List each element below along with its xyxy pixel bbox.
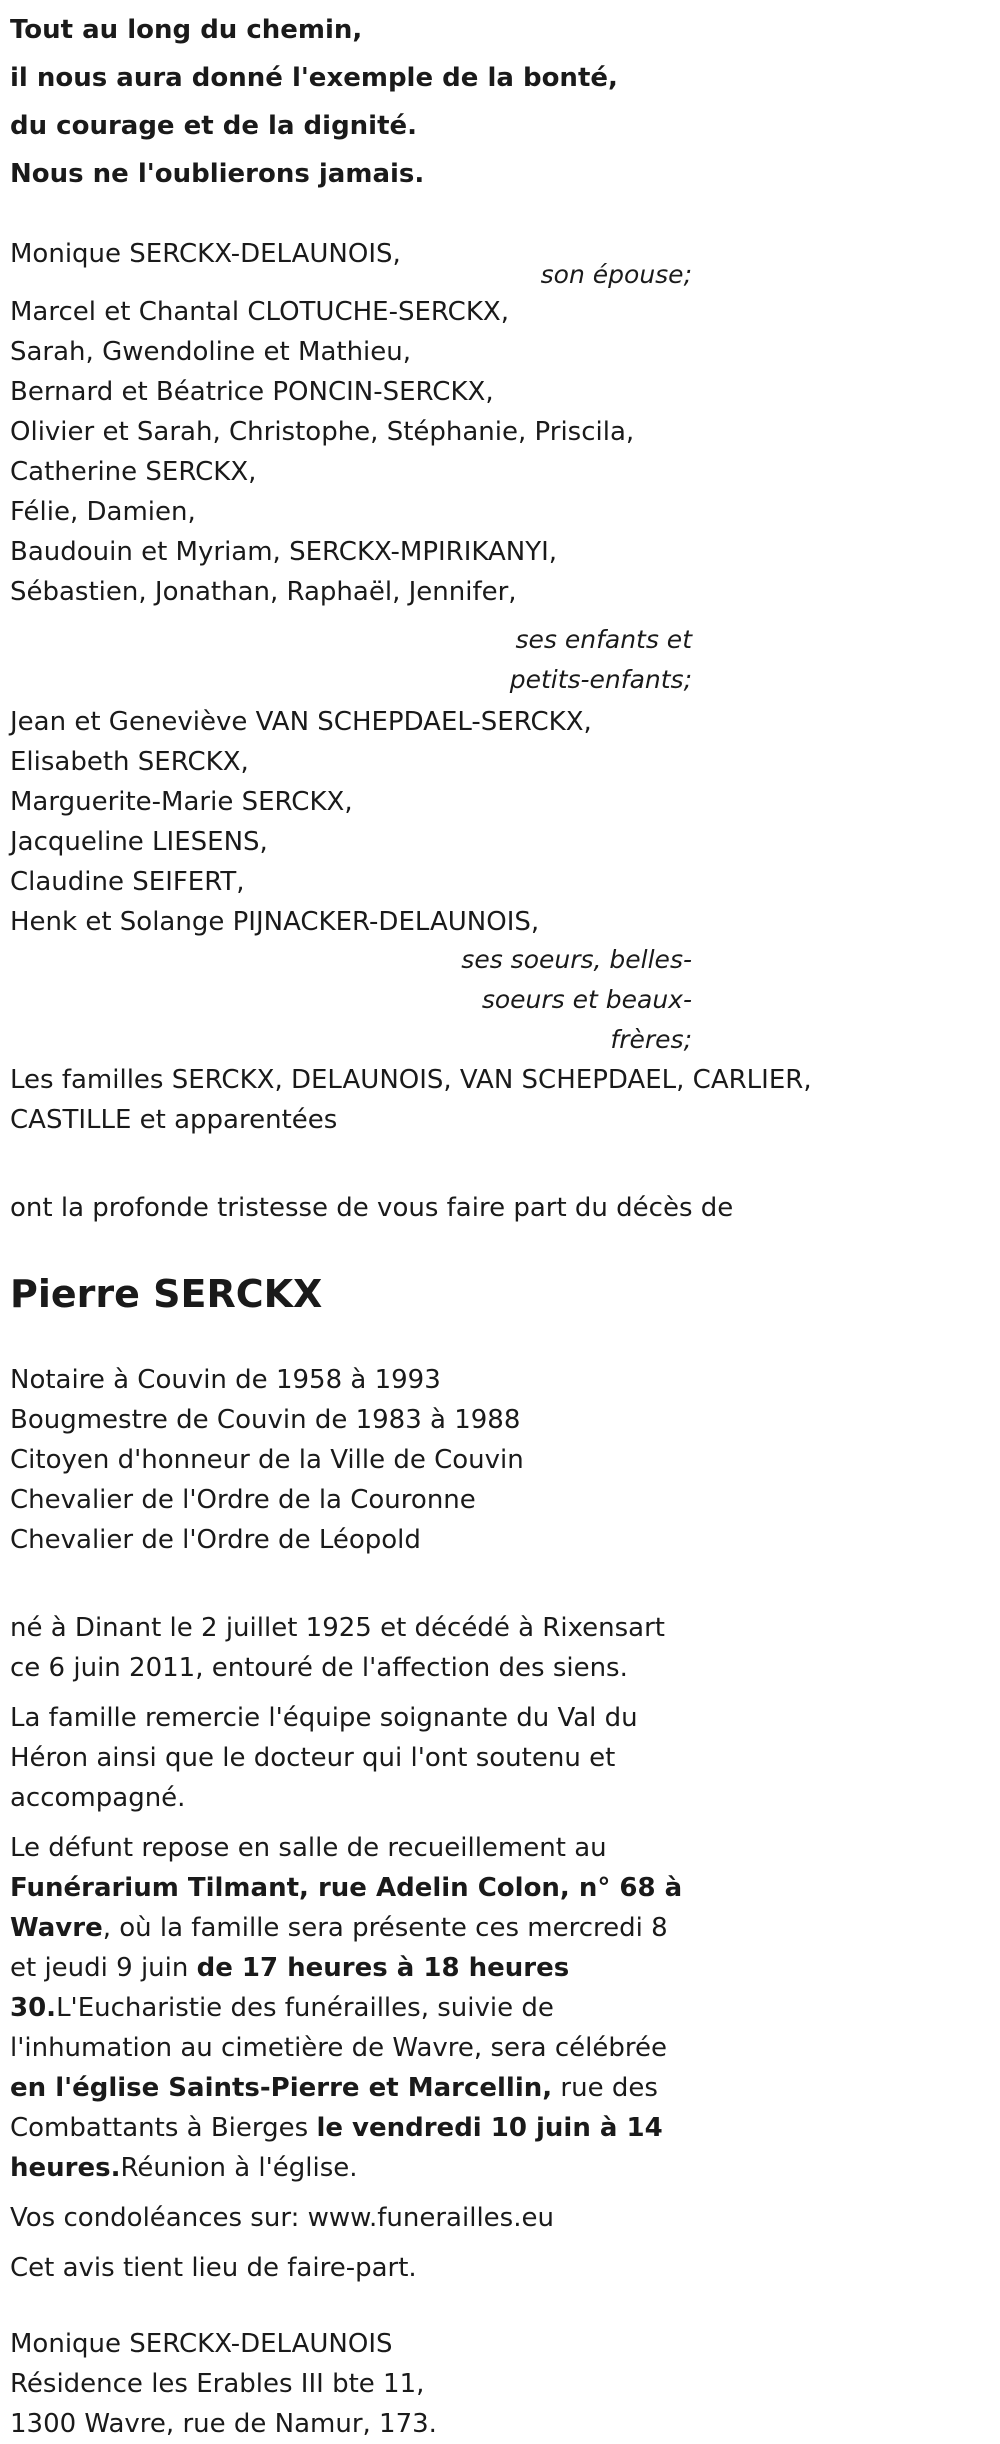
family-member-line: Sarah, Gwendoline et Mathieu, xyxy=(10,337,412,367)
family-member-line: Marcel et Chantal CLOTUCHE-SERCKX, xyxy=(10,297,509,327)
funeral-home: Funérarium Tilmant, rue Adelin Colon, n° 68 à Wavre xyxy=(10,1873,683,1943)
siblings-block xyxy=(10,702,700,1060)
title-line: Chevalier de l'Ordre de la Couronne xyxy=(10,1485,476,1515)
siblings-role-line: ses soeurs, belles- xyxy=(461,945,692,974)
family-member-line: Claudine SEIFERT, xyxy=(10,867,245,897)
verse-line: du courage et de la dignité. xyxy=(10,111,418,141)
address-line: 1300 Wavre, rue de Namur, 173. xyxy=(10,2409,437,2439)
visiting-hours: de 17 heures à 18 heures 30. xyxy=(10,1953,570,2023)
siblings-role-line: soeurs et beaux- xyxy=(481,985,692,1014)
extended-families xyxy=(10,1060,812,1140)
title-line: Notaire à Couvin de 1958 à 1993 xyxy=(10,1365,441,1395)
title-line: Citoyen d'honneur de la Ville de Couvin xyxy=(10,1445,524,1475)
family-member-line: Henk et Solange PIJNACKER-DELAUNOIS, xyxy=(10,907,540,937)
family-member-line: Jean et Geneviève VAN SCHEPDAEL-SERCKX, xyxy=(10,707,592,737)
announcement-text: ont la profonde tristesse de vous faire part du décès de xyxy=(10,1193,734,1223)
family-member-line: Bernard et Béatrice PONCIN-SERCKX, xyxy=(10,377,494,407)
family-member-line: Baudouin et Myriam, SERCKX-MPIRIKANYI, xyxy=(10,537,558,567)
family-member-line: Sébastien, Jonathan, Raphaël, Jennifer, xyxy=(10,577,517,607)
ceremony-paragraph xyxy=(10,1828,700,2188)
deceased-name: Pierre SERCKX xyxy=(10,1272,323,1316)
spouse-name: Monique SERCKX-DELAUNOIS, xyxy=(10,239,401,269)
spouse-role: son épouse; xyxy=(540,260,692,289)
thanks-paragraph: La famille remercie l'équipe soignante du Val du Héron ainsi que le docteur qui l'ont soutenu et accompagné. xyxy=(10,1703,638,1813)
notice-line: Cet avis tient lieu de faire-part. xyxy=(10,2253,417,2283)
address-line: Résidence les Erables III bte 11, xyxy=(10,2369,425,2399)
verse-line: il nous aura donné l'exemple de la bonté, xyxy=(10,63,618,93)
deceased-titles xyxy=(10,1360,700,1560)
ceremony-text: Réunion à l'église. xyxy=(120,2153,358,2183)
contact-address xyxy=(10,2324,700,2444)
address-line: Monique SERCKX-DELAUNOIS xyxy=(10,2329,393,2359)
title-line: Chevalier de l'Ordre de Léopold xyxy=(10,1525,421,1555)
families-line: CASTILLE et apparentées xyxy=(10,1105,338,1135)
children-block xyxy=(10,292,700,700)
family-member-line: Olivier et Sarah, Christophe, Stéphanie, Priscila, xyxy=(10,417,635,447)
children-role-line: ses enfants et xyxy=(515,625,692,654)
title-line: Bougmestre de Couvin de 1983 à 1988 xyxy=(10,1405,521,1435)
family-member-line: Félie, Damien, xyxy=(10,497,196,527)
birth-death-paragraph: né à Dinant le 2 juillet 1925 et décédé à Rixensart ce 6 juin 2011, entouré de l'affection des siens. xyxy=(10,1613,666,1683)
family-member-line: Catherine SERCKX, xyxy=(10,457,257,487)
verse-line: Nous ne l'oublierons jamais. xyxy=(10,159,425,189)
siblings-role-line: frères; xyxy=(610,1025,692,1054)
ceremony-text: , où la famille sera présente ces mercredi 8 et jeudi 9 juin xyxy=(10,1913,668,1983)
families-line: Les familles SERCKX, DELAUNOIS, VAN SCHEPDAEL, CARLIER, xyxy=(10,1065,812,1095)
family-member-line: Jacqueline LIESENS, xyxy=(10,827,268,857)
opening-verse xyxy=(10,6,700,198)
church-name: en l'église Saints-Pierre et Marcellin, xyxy=(10,2073,553,2103)
ceremony-text: rue des Combattants à Bierges xyxy=(10,2073,658,2143)
ceremony-text: L'Eucharistie des funérailles, suivie de l'inhumation au cimetière de Wavre, sera célébrée xyxy=(10,1993,667,2063)
children-role-line: petits-enfants; xyxy=(509,665,692,694)
ceremony-text: Le défunt repose en salle de recueillement au xyxy=(10,1833,607,1863)
spouse-block xyxy=(10,234,700,292)
service-date: le vendredi 10 juin à 14 heures. xyxy=(10,2113,663,2183)
family-member-line: Elisabeth SERCKX, xyxy=(10,747,249,777)
verse-line: Tout au long du chemin, xyxy=(10,15,363,45)
family-member-line: Marguerite-Marie SERCKX, xyxy=(10,787,353,817)
condolences-line: Vos condoléances sur: www.funerailles.eu xyxy=(10,2203,554,2233)
